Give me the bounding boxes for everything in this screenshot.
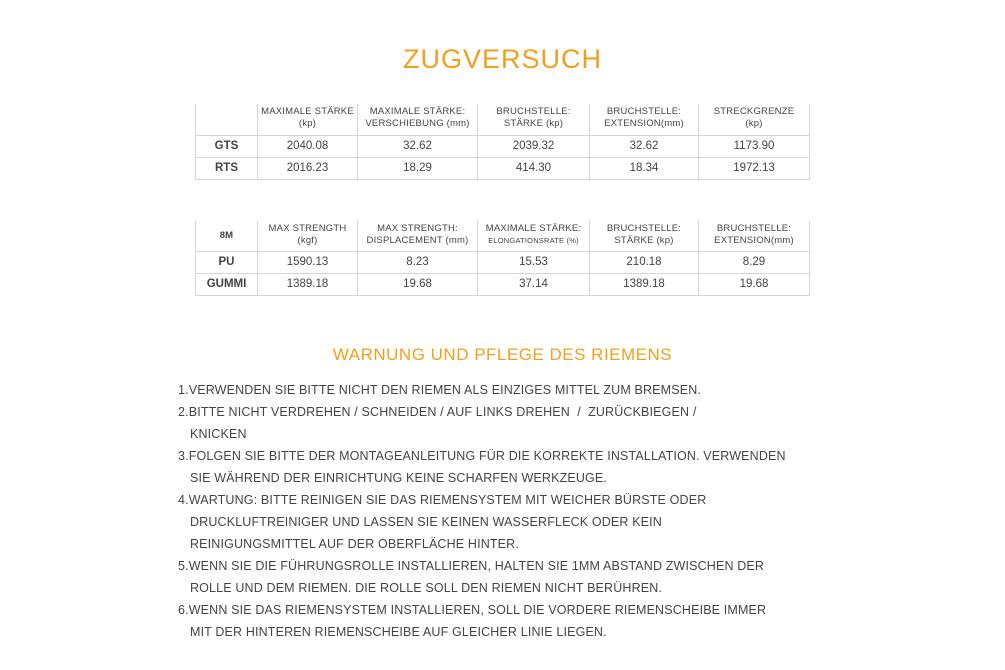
table-cell: 2016.23	[258, 157, 358, 179]
page-title: ZUGVERSUCH	[402, 44, 602, 74]
table-cell: 1389.18	[590, 273, 699, 295]
column-header: BRUCHSTELLE: STÄRKE (kp)	[478, 104, 590, 135]
list-item: 1.VERWENDEN SIE BITTE NICHT DEN RIEMEN ALS EINZIGES MITTEL ZUM BREMSEN.	[178, 383, 701, 397]
column-header: MAXIMALE STÄRKE: VERSCHIEBUNG (mm)	[358, 104, 478, 135]
column-header: BRUCHSTELLE: EXTENSION(mm)	[590, 104, 699, 135]
list-item: 6.WENN SIE DAS RIEMENSYSTEM INSTALLIEREN, SOLL DIE VORDERE RIEMENSCHEIBE IMMER MIT DER HINTEREN RIEMENSCHEIBE AUF GLEICHER LINIE LIEGEN.	[178, 603, 767, 639]
table-cell: 414.30	[478, 157, 590, 179]
table-cell: 8.29	[699, 251, 810, 273]
warnings-list	[178, 379, 838, 643]
row-label-pu: PU	[196, 251, 258, 273]
table-cell: 18.34	[590, 157, 699, 179]
warnings-title: WARNUNG UND PFLEGE DES RIEMENS	[332, 345, 673, 364]
table-cell: 2040.08	[258, 135, 358, 157]
table-cell: 32.62	[590, 135, 699, 157]
table-cell: 2039.32	[478, 135, 590, 157]
table-cell: 1972.13	[699, 157, 810, 179]
table-corner-cell	[196, 104, 258, 135]
row-label-gts: GTS	[196, 135, 258, 157]
table-cell: 19.68	[699, 273, 810, 295]
column-header: MAX STRENGTH: DISPLACEMENT (mm)	[358, 221, 478, 251]
table-row	[196, 157, 810, 179]
table-cell: 37.14	[478, 273, 590, 295]
list-item: 3.FOLGEN SIE BITTE DER MONTAGEANLEITUNG FÜR DIE KORREKTE INSTALLATION. VERWENDEN SIE WÄHREND DER EINRICHTUNG KEINE SCHARFEN WERKZEUGE.	[178, 449, 786, 485]
column-header: BRUCHSTELLE: STÄRKE (kp)	[590, 221, 699, 251]
row-label-gummi: GUMMI	[196, 273, 258, 295]
list-item: 2.BITTE NICHT VERDREHEN / SCHNEIDEN / AUF LINKS DREHEN / ZURÜCKBIEGEN / KNICKEN	[178, 405, 697, 441]
table-cell: 210.18	[590, 251, 699, 273]
column-header: MAX STRENGTH (kgf)	[258, 221, 358, 251]
column-header: STRECKGRENZE (kp)	[699, 104, 810, 135]
row-label-rts: RTS	[196, 157, 258, 179]
table-cell: 1389.18	[258, 273, 358, 295]
column-header: BRUCHSTELLE: EXTENSION(mm)	[699, 221, 810, 251]
table-cell: 8.23	[358, 251, 478, 273]
table-cell: 15.53	[478, 251, 590, 273]
table-cell: 18.29	[358, 157, 478, 179]
table-row	[196, 273, 810, 295]
table-row	[196, 135, 810, 157]
column-header: MAXIMALE STÄRKE: ELONGATIONSRATE (%)	[478, 221, 590, 251]
list-item: 5.WENN SIE DIE FÜHRUNGSROLLE INSTALLIEREN, HALTEN SIE 1MM ABSTAND ZWISCHEN DER ROLLE UND DEM RIEMEN. DIE ROLLE SOLL DEN RIEMEN NICHT BERÜHREN.	[178, 559, 765, 595]
list-item: 4.WARTUNG: BITTE REINIGEN SIE DAS RIEMENSYSTEM MIT WEICHER BÜRSTE ODER DRUCKLUFTREINIGER UND LASSEN SIE KEINEN WASSERFLECK ODER KEIN REINIGUNGSMITTEL AUF DER OBERFLÄCHE HINTER.	[178, 493, 707, 551]
table-cell: 1173.90	[699, 135, 810, 157]
table-cell: 1590.13	[258, 251, 358, 273]
table-label-8m: 8M	[196, 221, 258, 251]
table-cell: 32.62	[358, 135, 478, 157]
column-header: MAXIMALE STÄRKE (kp)	[258, 104, 358, 135]
tensile-test-table-gts-rts	[195, 104, 810, 180]
table-row	[196, 251, 810, 273]
table-cell: 19.68	[358, 273, 478, 295]
tensile-test-table-8m	[195, 221, 810, 296]
